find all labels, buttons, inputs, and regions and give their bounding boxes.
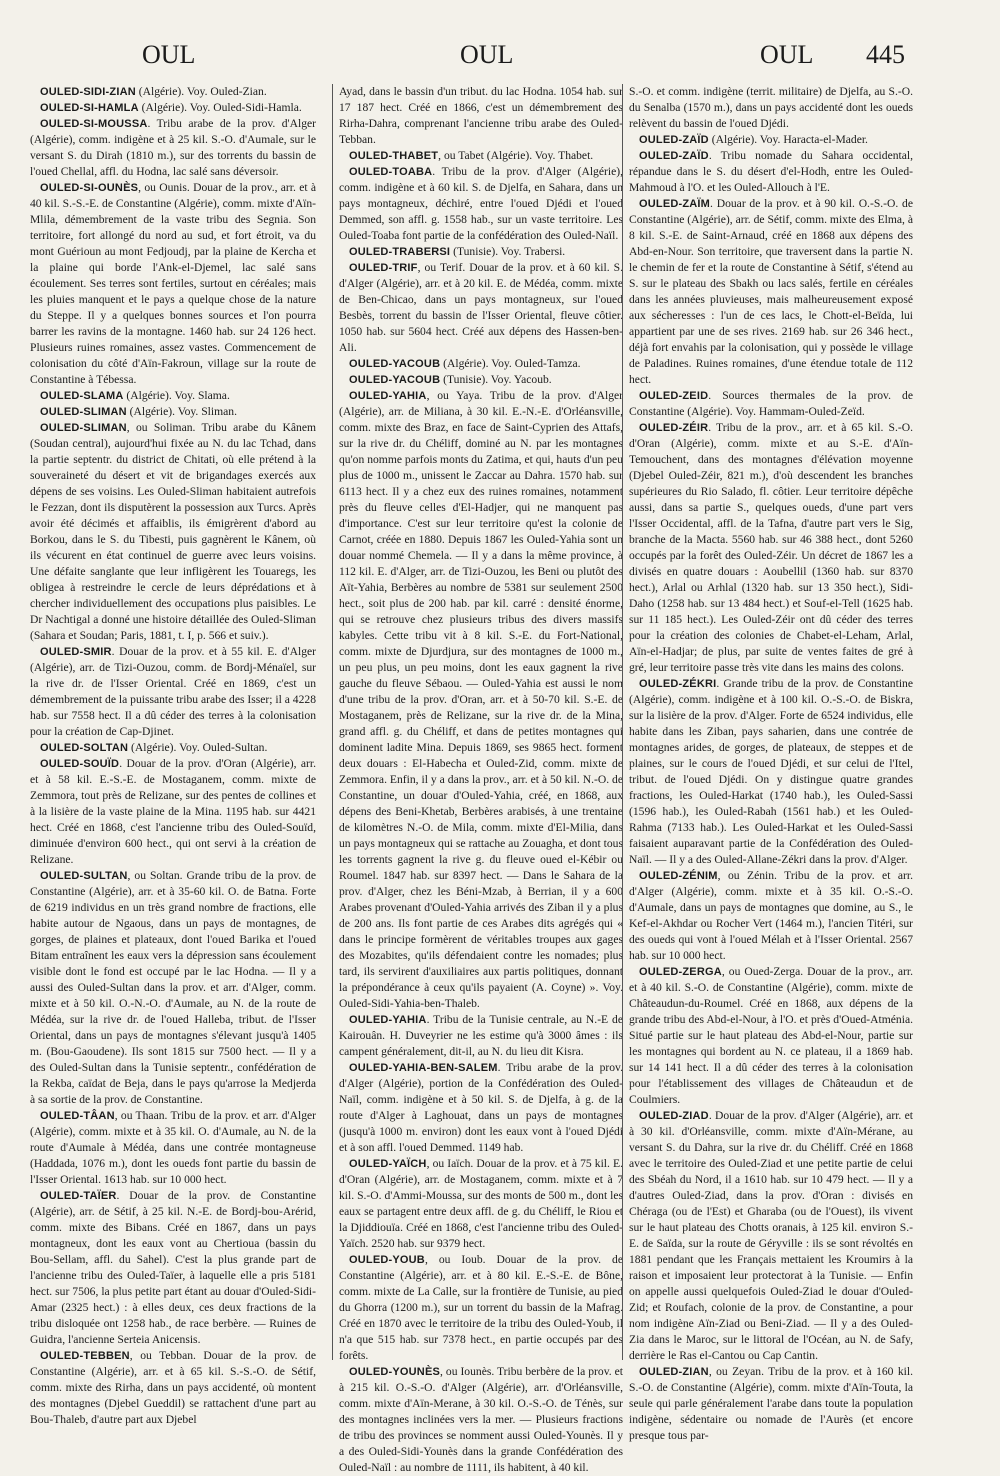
dictionary-entry [339, 164, 623, 244]
entry-headword: OULED-YAHIA-BEN-SALEM [349, 1062, 498, 1074]
entry-headword: OULED-TEBBEN [40, 1350, 130, 1362]
entry-headword: OULED-YAÏCH [349, 1158, 427, 1170]
dictionary-entry [339, 244, 623, 260]
entry-headword: OULED-TÂAN [40, 1110, 115, 1122]
text-column-left [30, 84, 316, 1426]
dictionary-entry [30, 740, 316, 756]
dictionary-entry [30, 388, 316, 404]
dictionary-entry [629, 1364, 913, 1444]
dictionary-entry [629, 676, 913, 868]
entry-headword: OULED-ZÉNIM [639, 870, 718, 882]
dictionary-entry [30, 116, 316, 180]
dictionary-entry [629, 388, 913, 420]
entry-headword: OULED-THABET [349, 150, 439, 162]
entry-text: . Tribu arabe de la prov. d'Alger (Algérie), portion de la Confédération des Ouled-Naïl, comm. indigène et à 50 kil. S. de Djelfa, à g. de la route d'Alger à Laghouat, dans un pays de montagnes (jusqu'à 1000 m. environ) dont les eaux vont à l'oued Djédi et à son affl. l'oued Demmed. 1149 hab. [339, 1061, 623, 1154]
entry-text: (Algérie). Voy. Slama. [123, 389, 230, 402]
entry-text: (Algérie). Voy. Haracta-el-Mader. [708, 133, 868, 146]
entry-text: . Douar de la prov. de Constantine (Algérie), arr. de Sétif, à 25 kil. N.-E. de Bordj-bou-Arérid, comm. mixte des Bibans. Créé en 1867, dans un pays montagneux, dont les eaux vont au Chertioua (bassin du Bou-Sellam, affl. du Sahel). C'est la plus grande part de l'ancienne tribu des Ouled-Taïer, à laquelle elle a pris 5181 hect. sur 7506, la plus petite part étant au douar d'Ouled-Sidi-Amar (2325 hect.) : à elles deux, ces deux fractions de la tribu disloquée ont 1258 hab., de race berbère. — Ruines de Guidra, l'ancienne Serteia Anicensis. [30, 1189, 316, 1346]
entry-headword: OULED-SOLTAN [40, 742, 129, 754]
entry-headword: OULED-ZÉKRI [639, 678, 717, 690]
entry-text: (Tunisie). Voy. Yacoub. [440, 373, 552, 386]
entry-headword: OULED-YAHIA [349, 390, 427, 402]
entry-text: . Sources thermales de la prov. de Constantine (Algérie). Voy. Hammam-Ouled-Zeïd. [629, 389, 913, 418]
entry-text: , ou Tebban. Douar de la prov. de Constantine (Algérie), arr. et à 65 kil. S.-S.-O. de Sétif, comm. mixte des Rirha, dans un pays accidenté, où montent des montagnes (Djebel Gueddil) se rattachent d'une part au Bou-Thaleb, d'autre part aux Djebel [30, 1349, 316, 1426]
dictionary-entry [339, 1012, 623, 1060]
dictionary-entry [339, 1364, 623, 1476]
entry-headword: OULED-TAÏER [40, 1190, 117, 1202]
entry-headword: OULED-ZAÏD [639, 134, 709, 146]
dictionary-entry [629, 420, 913, 676]
entry-text: , ou Zénin. Tribu de la prov. et arr. d'Alger (Algérie), comm. mixte et à 35 kil. O.-S.-O. d'Aumale, dans un pays de montagnes que domine, au S., le Kef-el-Akhdar ou Rocher Vert (1464 m.), l'ancien Titéri, sur des oueds qui vont à l'oued Mélah et à l'Isser Oriental. 2567 hab. sur 10 000 hect. [629, 869, 913, 962]
dictionary-entry [339, 260, 623, 356]
entry-text: . Douar de la prov. et à 90 kil. O.-S.-O. de Constantine (Algérie), arr. de Sétif, comm. mixte des Elma, à 8 kil. S.-E. de Saint-Arnaud, créé en 1868 aux dépens des Abd-en-Nour. Son territoire, que traversent dans la partie N. le chemin de fer et la route de Constantine à Sétif, s'étend au S. sur le plateau des Sbakh ou lacs salés, fertile en céréales dans les années pluvieuses, mais malheureusement exposé aux sécheresses : l'un de ces lacs, le Chott-el-Beïda, lui appartient par une de ses rives. 2169 hab. sur 26 346 hect., déjà fort envahis par la colonisation, qui y possède le village de Paladines. Ruines romaines, d'une étendue totale de 112 hect. [629, 197, 913, 386]
entry-headword: OULED-YOUNÈS [349, 1366, 441, 1378]
entry-headword: OULED-ZIAD [639, 1110, 709, 1122]
entry-text: S.-O. et comm. indigène (territ. militaire) de Djelfa, au S.-O. du Senalba (1570 m.), dans un pays accidenté dont les oueds relèvent du bassin de l'oued Djédi. [629, 85, 913, 130]
dictionary-entry [339, 1252, 623, 1364]
entry-headword: OULED-ZAÏD [639, 150, 709, 162]
dictionary-entry [30, 644, 316, 740]
entry-text: . Tribu nomade du Sahara occidental, répandue dans le S. du désert d'el-Hodh, entre les Ouled-Mahmoud à l'O. et les Ouled-Allouch à l'E. [629, 149, 913, 194]
entry-headword: OULED-TRIF [349, 262, 418, 274]
page-number: 445 [866, 40, 905, 69]
header-left-word: OUL [142, 40, 196, 69]
entry-text: . Grande tribu de la prov. de Constantine (Algérie), comm. indigène et à 100 kil. O.-S.-O. de Biskra, sur la lisière de la prov. d'Alger. Forte de 6524 individus, elle habite dans les Ziban, pays saharien, dans une contrée de montagnes arides, de gorges, de plateaux, de steppes et de plaines, sur le cours de l'oued Djédi, et sur celui de l'Itel, tribut. de l'oued Djédi. On y distingue quatre grandes fractions, les Ouled-Harkat (1740 hab.), les Ouled-Sassi (1596 hab.), les Ouled-Rabah (1561 hab.) et les Ouled-Rahma (7133 hab.). Les Ouled-Harkat et les Ouled-Sassi faisaient auparavant partie de la Confédération des Ouled-Naïl. — Il y a des Ouled-Allane-Zékri dans la prov. d'Alger. [629, 677, 913, 866]
dictionary-entry [629, 868, 913, 964]
entry-headword: OULED-TOABA [349, 166, 433, 178]
entry-headword: OULED-YACOUB [349, 374, 441, 386]
text-column-middle [332, 84, 623, 1474]
entry-headword: OULED-SI-HAMLA [40, 102, 139, 114]
entry-headword: OULED-SI-OUNÈS [40, 182, 139, 194]
dictionary-entry [30, 420, 316, 644]
entry-headword: OULED-YAHIA [349, 1014, 427, 1026]
dictionary-entry [30, 868, 316, 1108]
entry-text: (Algérie). Voy. Ouled-Sultan. [128, 741, 268, 754]
entry-text: , ou Soliman. Tribu arabe du Kânem (Soudan central), aujourd'hui fixée au N. du lac Tchad, dans la partie septentr. du district de Chitati, où elle prétend à la souveraineté du désert et vit de brigandages exercés aux dépens de ses voisins. Les Ouled-Sliman habitaient autrefois le Fezzan, dont ils disputèrent la possession aux Turcs. Après avoir été décimés et affaiblis, ils émigrèrent d'abord au Borkou, dans le S. du Tibesti, puis gagnèrent le Kânem, où ils vécurent en état continuel de guerre avec leurs voisins. Une défaite sanglante que leur infligèrent les Touaregs, les obligea à restreindre le cercle de leurs déprédations et à chercher individuellement des occupations plus paisibles. Le Dr Nachtigal a donné une histoire détaillée des Ouled-Sliman (Sahara et Soudan; Paris, 1881, t. I, p. 566 et suiv.). [30, 421, 316, 642]
entry-text: Ayad, dans le bassin d'un tribut. du lac Hodna. 1054 hab. sur 17 187 hect. Créé en 1866, c'est un démembrement des Rirha-Dahra, comprenant l'ancienne tribu arabe des Ouled-Tebban. [339, 85, 623, 146]
entry-headword: OULED-TRABERSI [349, 246, 451, 258]
dictionary-entry [30, 1188, 316, 1348]
dictionary-entry [30, 84, 316, 100]
dictionary-entry [339, 148, 623, 164]
dictionary-entry [629, 964, 913, 1108]
entry-text: , ou Tabet (Algérie). Voy. Thabet. [438, 149, 594, 162]
entry-text: . Tribu arabe de la prov. d'Alger (Algérie), comm. indigène et à 25 kil. S.-O. d'Aumale, sur le versant S. du Dirah (1810 m.), sur des torrents du bassin de l'oued Chellal, affl. du Hodna, lac salé sans déversoir. [30, 117, 316, 178]
running-header [0, 40, 1000, 80]
entry-text: , ou Oued-Zerga. Douar de la prov., arr. et à 40 kil. S.-O. de Constantine (Algérie), comm. mixte de Châteaudun-du-Roumel. Créé en 1868, aux dépens de la grande tribu des Abd-el-Nour, à l'O. et près d'Oued-Atménia. Situé partie sur le haut plateau des Abd-el-Nour, partie sur les montagnes qui bordent au N. ce plateau, il a 1869 hab. sur 14 141 hect. Il a dû céder des terres à la colonisation pour l'établissement des villages de Châteaudun et de Coulmiers. [629, 965, 913, 1106]
entry-text: . Tribu de la prov. d'Alger (Algérie), comm. indigène et à 60 kil. S. de Djelfa, en Sahara, dans un pays montagneux, déchiré, entre l'oued Djédi et l'oued Demmed, son affl. g. 1558 hab., sur un vaste territoire. Les Ouled-Toaba font partie de la confédération des Ouled-Naïl. [339, 165, 623, 242]
entry-text: . Tribu de la prov., arr. et à 65 kil. S.-O. d'Oran (Algérie), comm. mixte et au S.-E. d'Aïn-Temouchent, dans des montagnes d'élévation moyenne (Djebel Ouled-Zéir, 821 m.), d'où descendent les branches supérieures du Rio Salado, fl. côtier. Leur territoire dépêche aussi, dans sa partie S., quelques oueds, d'une part vers l'Isser Occidental, affl. de la Tafna, d'autre part vers le Sig, branche de la Macta. 5560 hab. sur 46 388 hect., dont 5260 occupés par la forêt des Ouled-Zéir. Un décret de 1867 les a divisés en quatre douars : Aoubellil (1360 hab. sur 8370 hect.), Arlal ou Arhlal (1320 hab. sur 13 350 hect.), Sidi-Daho (1258 hab. sur 13 484 hect.) et Souf-el-Tell (1625 hab. sur 11 185 hect.). Les Ouled-Zéir ont dû céder des terres pour la création des colonies de Chabet-el-Leham, Arlal, Aïn-el-Hadjar; de plus, par suite de ventes faites de gré à gré, leur territoire passe très vite dans les mains des colons. [629, 421, 913, 674]
entry-headword: OULED-SIDI-ZIAN [40, 86, 136, 98]
entry-text: . Douar de la prov. d'Oran (Algérie), arr. et à 58 kil. E.-S.-E. de Mostaganem, comm. mixte de Zemmora, tout près de Relizane, sur des pentes de collines et à la lisière de la vaste plaine de la Mina. 1195 hab. sur 4421 hect. Créé en 1868, c'est l'ancienne tribu des Ouled-Souïd, diminuée d'environ 600 hect., qui ont servi à la création de Relizane. [30, 757, 316, 866]
entry-text: , ou Yaya. Tribu de la prov. d'Alger (Algérie), arr. de Miliana, à 30 kil. E.-N.-E. d'Orléansville, comm. mixte des Braz, en face de Saint-Cyprien des Attafs, sur la rive dr. du Chéliff, dominé au N. par les montagnes qu'on nomme parfois monts du Zatima, et qui, hauts d'un peu plus de 1000 m., unissent le Zaccar au Dahra. 1570 hab. sur 6113 hect. Il y a chez eux des ruines romaines, notamment près du fleuve celles d'El-Hadjer, qui ne manquent pas d'importance. C'est sur leur territoire qu'est la colonie de Carnot, créée en 1880. Depuis 1867 les Ouled-Yahia sont un douar nommé Chemela. — Il y a dans la même province, à 112 kil. E. d'Alger, arr. de Tizi-Ouzou, les Beni ou plutôt des Aït-Yahia, Berbères au nombre de 5381 sur seulement 2500 hect., soit plus de 200 hab. par kil. carré : densité énorme, qui se retrouve chez plusieurs tribus des divers massifs kabyles. Cette tribu vit à 8 kil. S.-E. du Fort-National, comm. mixte de Djurdjura, sur des montagnes de 1000 m., un peu plus, un peu moins, dont les eaux gagnent la rive gauche du fleuve Sébaou. — Ouled-Yahia est aussi le nom d'une tribu de la prov. d'Oran, arr. et à 50-70 kil. S.-E. de Mostaganem, près de Relizane, sur la rive dr. de la Mina, grand affl. g. du Chéliff, et dans de petites montagnes qui dominent ladite Mina. Depuis 1869, ses 9865 hect. forment deux douars : El-Habecha et Ouled-Zid, comm. mixte de Zemmora. Enfin, il y a dans la prov., arr. et à 50 kil. N.-O. de Constantine, un douar d'Ouled-Yahia, créé, en 1868, aux dépens des Beni-Khetab, Berbères arabisés, à une trentaine de kilomètres N.-O. de Mila, comm. mixte d'El-Milia, dans un pays montagneux qui se rattache au Zouagha, et dont tous les torrents gagnent la rive g. du fleuve oued el-Kébir ou Roumel. 1847 hab. sur 8397 hect. — Dans le Sahara de la prov. d'Alger, chez les Béni-Mzab, à Berrian, il y a 600 Arabes provenant d'Ouled-Yahia arrivés des Ziban il y a plus de 200 ans. Ils font partie de ces Arabes dits agrégés qui « dans le principe formèrent de véritables troupes aux gages des Mozabites, qu'ils défendaient contre les nomades; plus tard, ils servirent d'auxiliaires aux partis politiques, donnant la prépondérance à ceux qu'ils payaient (A. Coyne) ». Voy. Ouled-Sidi-Yahia-ben-Thaleb. [339, 389, 623, 1010]
dictionary-entry [30, 756, 316, 868]
text-column-right [622, 84, 913, 1442]
dictionary-entry [339, 356, 623, 372]
entry-headword: OULED-SULTAN [40, 870, 128, 882]
dictionary-entry [30, 1348, 316, 1428]
entry-headword: OULED-YACOUB [349, 358, 441, 370]
dictionary-entry [629, 1108, 913, 1364]
entry-headword: OULED-SOUÏD [40, 758, 120, 770]
entry-text: , ou Iaïch. Douar de la prov. et à 75 kil. E. d'Oran (Algérie), arr. de Mostaganem, comm. mixte et à 7 kil. S.-O. d'Ammi-Moussa, sur des monts de 500 m., dont les eaux se partagent entre deux affl. de g. du Chéliff, le Riou et la Djiddiouïa. Créé en 1868, c'est l'ancienne tribu des Ouled-Yaïch. 2520 hab. sur 9379 hect. [339, 1157, 623, 1250]
entry-text: (Algérie). Voy. Ouled-Sidi-Hamla. [138, 101, 302, 114]
entry-text: (Algérie). Voy. Ouled-Zian. [135, 85, 267, 98]
entry-headword: OULED-ZÉIR [639, 422, 709, 434]
dictionary-entry [629, 148, 913, 196]
entry-text: . Tribu de la Tunisie centrale, au N.-E de Kairouân. H. Duveyrier ne les estime qu'à 3000 âmes : ils campent généralement, dit-il, au N. du lieu dit Kisra. [339, 1013, 623, 1058]
entry-text: , ou Soltan. Grande tribu de la prov. de Constantine (Algérie), arr. et à 35-60 kil. O. de Batna. Forte de 6219 individus en un très grand nombre de fractions, elle habite autour de Ngaous, dans un pays de montagnes, de gorges, de plaines et plateaux, dont l'oued Barika et l'oued Bitam entraînent les eaux vers la dépression sans écoulement visible dont le fond est occupé par le lac Hodna. — Il y a aussi des Ouled-Sultan dans la prov. et arr. d'Alger, comm. mixte et à 50 kil. O.-N.-O. d'Aumale, au N. de la route de Médéa, sur la rive dr. de l'oued Halleba, tribut. de l'Isser Oriental, dans un pays de montagnes s'élevant jusqu'à 1405 m. (Bou-Gaoudene). Ils sont 1815 sur 7500 hect. — Il y a des Ouled-Sultan dans la Tunisie septentr., confédération de la Rekba, caïdat de Beja, dans le pays qu'arrose la Medjerda à sa sortie de la prov. de Constantine. [30, 869, 316, 1106]
entry-text: . Douar de la prov. d'Alger (Algérie), arr. et à 30 kil. d'Orléansville, comm. mixte d'Aïn-Mérane, au versant S. du Dahra, sur la rive dr. du Chéliff. Créé en 1868 avec le territoire des Ouled-Ziad et une petite partie de celui des Sbéah du Nord, il a 1610 hab. sur 10 479 hect. — Il y a d'autres Ouled-Ziad, dans la prov. d'Oran : divisés en Chéraga (ou de l'Est) et Gharaba (ou de l'Ouest), ils vivent sur le haut plateau des Chotts oranais, à 125 kil. environ S.-E. de Saïda, sur la route de Géryville : ils se sont révoltés en 1881 pendant que les Français mettaient les Kroumirs à la raison et imposaient leur protectorat à la Tunisie. — Enfin on appelle aussi quelquefois Ouled-Ziad le douar d'Ouled-Zid; et Roufach, colonie de la prov. de Constantine, a pour nom indigène Aïn-Ziad ou Beni-Ziad. — Il y a des Ouled-Zia dans le Maroc, sur le littoral de l'Océan, au N. de Safy, derrière le Ras el-Cantou ou Cap Cantin. [629, 1109, 913, 1362]
entry-headword: OULED-ZAÏM [639, 198, 711, 210]
dictionary-entry [339, 1060, 623, 1156]
entry-text: (Algérie). Voy. Ouled-Tamza. [440, 357, 581, 370]
dictionary-entry [339, 1156, 623, 1252]
entry-headword: OULED-ZIAN [639, 1366, 709, 1378]
dictionary-entry [339, 372, 623, 388]
dictionary-entry [30, 404, 316, 420]
entry-headword: OULED-SMIR [40, 646, 112, 658]
dictionary-entry [629, 196, 913, 388]
entry-text: , ou Ounis. Douar de la prov., arr. et à 40 kil. S.-S.-E. de Constantine (Algérie), comm. mixte d'Aïn-Mlila, démembrement de la vaste tribu des Segnia. Son territoire, fort allongé du nord au sud, et fort étroit, va du mont Guérioun au mont Fedjoudj, par la plaine de Kercha et la plaine qui borde l'Ank-el-Djemel, lac salé sans écoulement. Ses terres sont fertiles, surtout en céréales; mais les pluies manquent et le pays a quelque chose de la nature du Steppe. Il y a quelques bonnes sources et l'on pourra barrer les ravins de la montagne. 1460 hab. sur 24 126 hect. Plusieurs ruines romaines, assez vastes. Commencement de colonisation du côté d'Aïn-Fakroun, village sur la route de Constantine à Tébessa. [30, 181, 316, 386]
entry-text: (Tunisie). Voy. Trabersi. [450, 245, 566, 258]
dictionary-entry [30, 180, 316, 388]
entry-headword: OULED-ZEID [639, 390, 709, 402]
entry-text: , ou Terif. Douar de la prov. et à 60 kil. S. d'Alger (Algérie), arr. et à 20 kil. E. de Médéa, comm. mixte de Ben-Chicao, dans un pays montagneux, sur l'oued Besbès, torrent du bassin de l'Isser Oriental, fleuve côtier. 1050 hab. sur 5604 hect. Créé aux dépens des Hassen-ben-Ali. [339, 261, 623, 354]
entry-text: , ou Thaan. Tribu de la prov. et arr. d'Alger (Algérie), comm. mixte et à 35 kil. O. d'Aumale, au N. de la route d'Aumale à Médéa, dans une contrée montagneuse (Haddada, 1076 m.), dont les oueds font partie du bassin de l'Isser Oriental. 1613 hab. sur 10 000 hect. [30, 1109, 316, 1186]
entry-text: , ou Iounès. Tribu berbère de la prov. et à 215 kil. O.-S.-O. d'Alger (Algérie), arr. d'Orléansville, comm. mixte d'Aïn-Merane, à 30 kil. O.-S.-O. de Ténès, sur des montagnes inclinées vers la mer. — Plusieurs fractions de tribu des provinces se nomment aussi Ouled-Younès. Il y a des Ouled-Sidi-Younès dans la grande Confédération des Ouled-Naïl : au nombre de 1111, ils habitent, à 40 kil. [339, 1365, 623, 1474]
dictionary-entry [629, 84, 913, 132]
header-right-word: OUL [760, 40, 814, 69]
entry-text: , ou Ioub. Douar de la prov. de Constantine (Algérie), arr. et à 80 kil. E.-S.-E. de Bône, comm. mixte de La Calle, sur la frontière de Tunisie, au pied du Ghorra (1200 m.), sur un torrent du bassin de la Mafrag. Créé en 1870 avec le territoire de la tribu des Ouled-Youb, il n'a que 515 hab. sur 7378 hect., en partie occupés par des forêts. [339, 1253, 623, 1362]
entry-headword: OULED-SLIMAN [40, 406, 127, 418]
dictionary-entry [30, 100, 316, 116]
entry-text: (Algérie). Voy. Sliman. [126, 405, 237, 418]
entry-headword: OULED-YOUB [349, 1254, 425, 1266]
entry-text: , ou Zeyan. Tribu de la prov. et à 160 kil. S.-O. de Constantine (Algérie), comm. mixte d'Aïn-Touta, la seule qui parle généralement l'arabe dans toute la population indigène, sédentaire ou nomade de l'Aurès (et encore presque tous par- [629, 1365, 913, 1442]
dictionary-entry [339, 84, 623, 148]
entry-headword: OULED-SLAMA [40, 390, 124, 402]
entry-text: . Douar de la prov. et à 55 kil. E. d'Alger (Algérie), arr. de Tizi-Ouzou, comm. de Bordj-Ménaïel, sur la rive dr. de l'Isser Oriental. Créé en 1869, c'est un démembrement de la puissante tribu arabe des Isser; il a 4228 hab. sur 7558 hect. Il a dû céder des terres à la colonisation pour la création de Cap-Djinet. [30, 645, 316, 738]
entry-headword: OULED-SLIMAN [40, 422, 127, 434]
entry-headword: OULED-SI-MOUSSA [40, 118, 148, 130]
entry-headword: OULED-ZERGA [639, 966, 722, 978]
dictionary-entry [339, 388, 623, 1012]
dictionary-entry [30, 1108, 316, 1188]
dictionary-entry [629, 132, 913, 148]
header-center-word: OUL [460, 40, 514, 69]
